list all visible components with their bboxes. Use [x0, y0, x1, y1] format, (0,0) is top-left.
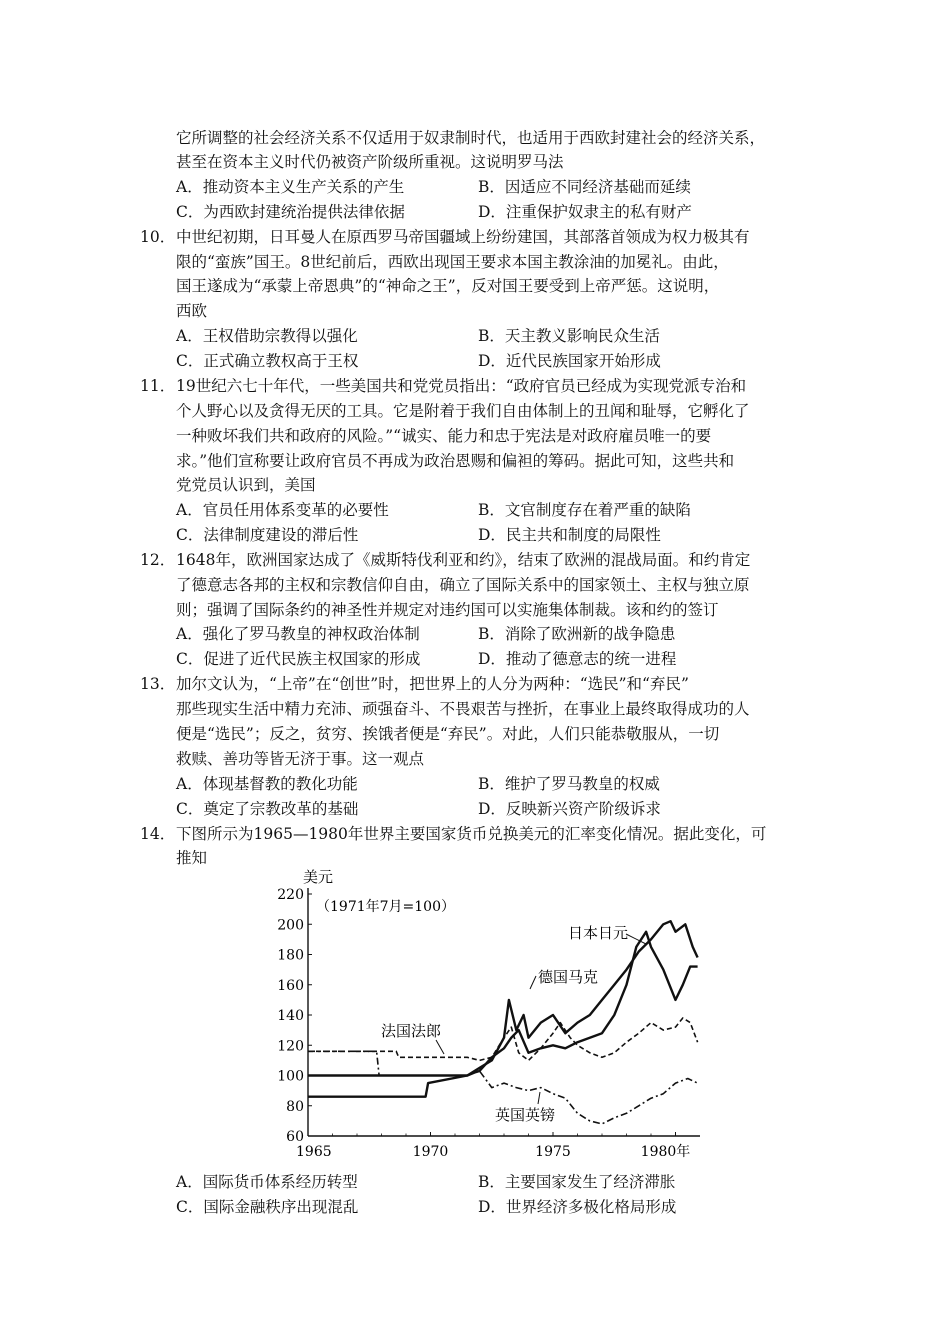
- leader-line: [436, 1040, 444, 1054]
- question-number: 13．: [140, 675, 176, 693]
- option-d[interactable]: D．民主共和制度的局限性: [478, 526, 661, 544]
- question-12-line-2: 了德意志各邦的主权和宗教信仰自由，确立了国际关系中的国家领土、主权与独立原: [176, 576, 750, 594]
- exchange-rate-chart: [268, 864, 718, 1164]
- option-a[interactable]: A．王权借助宗教得以强化: [176, 327, 358, 345]
- x-tick-label: 1980年: [640, 1144, 691, 1160]
- question-11-line-2: 个人野心以及贪得无厌的工具。它是附着于我们自由体制上的丑闻和耻辱，它孵化了: [176, 402, 750, 420]
- series-label-dem: 德国马克: [538, 968, 599, 986]
- x-tick-label: 1970: [412, 1144, 449, 1160]
- option-a[interactable]: A．官员任用体系变革的必要性: [176, 501, 389, 519]
- option-c[interactable]: C．正式确立教权高于王权: [176, 352, 359, 370]
- question-14-line-2: 推知: [176, 849, 208, 867]
- option-b[interactable]: B．文官制度存在着严重的缺陷: [478, 501, 691, 519]
- continuation-line-2: 甚至在资本主义时代仍被资产阶级所重视。这说明罗马法: [176, 153, 564, 171]
- question-number: 14．: [140, 825, 176, 843]
- option-c[interactable]: C．促进了近代民族主权国家的形成: [176, 650, 421, 668]
- leader-line: [530, 976, 536, 989]
- option-a[interactable]: A．强化了罗马教皇的神权政治体制: [176, 625, 420, 643]
- leader-line: [538, 1092, 540, 1104]
- question-12-line-1: 1648年，欧洲国家达成了《威斯特伐利亚和约》，结束了欧洲的混战局面。和约肯定: [176, 551, 751, 569]
- question-13-line-1: 加尔文认为，“上帝”在“创世”时，把世界上的人分为两种：“选民”和“弃民”: [176, 675, 689, 693]
- option-c[interactable]: C．国际金融秩序出现混乱: [176, 1198, 359, 1216]
- option-d[interactable]: D．世界经济多极化格局形成: [478, 1198, 677, 1216]
- y-tick-label: 140: [277, 1008, 304, 1024]
- x-tick-label: 1975: [535, 1144, 571, 1160]
- question-10-line-3: 国王遂成为“承蒙上帝恩典”的“神命之王”，反对国王要受到上帝严惩。这说明，: [176, 277, 720, 295]
- continuation-line-1: 它所调整的社会经济关系不仅适用于奴隶制时代，也适用于西欧封建社会的经济关系，: [176, 129, 766, 147]
- y-tick-label: 180: [277, 947, 304, 964]
- option-c[interactable]: C．法律制度建设的滞后性: [176, 526, 359, 544]
- series-line-dem: [308, 921, 698, 1096]
- series-label-gbp: 英国英镑: [495, 1106, 556, 1124]
- option-d[interactable]: D．反映新兴资产阶级诉求: [478, 800, 661, 818]
- option-a[interactable]: A．推动资本主义生产关系的产生: [176, 178, 405, 196]
- y-tick-label: 200: [277, 917, 304, 934]
- y-tick-label: 160: [277, 977, 304, 994]
- option-d[interactable]: D．近代民族国家开始形成: [478, 352, 661, 370]
- question-number: 12．: [140, 551, 176, 569]
- chart-base-note: （1971年7月=100）: [316, 899, 455, 915]
- option-b[interactable]: B．天主教义影响民众生活: [478, 327, 660, 345]
- question-11-line-1: 19世纪六七十年代，一些美国共和党党员指出：“政府官员已经成为实现党派专治和: [176, 377, 747, 395]
- question-number: 11．: [140, 377, 176, 395]
- option-c[interactable]: C．为西欧封建统治提供法律依据: [176, 203, 405, 221]
- question-10-line-2: 限的“蛮族”国王。8世纪前后，西欧出现国王要求本国主教涂油的加冕礼。由此，: [176, 253, 729, 271]
- question-13-line-3: 便是“选民”；反之，贫穷、挨饿者便是“弃民”。对此，人们只能恭敬服从，一切: [176, 725, 720, 743]
- question-10-line-4: 西欧: [176, 302, 208, 320]
- x-tick-label: 1965: [296, 1144, 332, 1160]
- option-b[interactable]: B．维护了罗马教皇的权威: [478, 775, 660, 793]
- exchange-rate-chart-svg: [268, 864, 718, 1164]
- option-c[interactable]: C．奠定了宗教改革的基础: [176, 800, 359, 818]
- y-tick-label: 100: [277, 1068, 304, 1085]
- option-a[interactable]: A．国际货币体系经历转型: [176, 1173, 358, 1191]
- y-axis-label: 美元: [303, 868, 334, 886]
- question-11-line-3: 一种败坏我们共和政府的风险。”“诚实、能力和忠于宪法是对政府雇员唯一的要: [176, 427, 712, 445]
- question-10-line-1: 中世纪初期，日耳曼人在原西罗马帝国疆域上纷纷建国，其部落首领成为权力极其有: [176, 228, 750, 246]
- question-12-line-3: 则；强调了国际条约的神圣性并规定对违约国可以实施集体制裁。该和约的签订: [176, 601, 719, 619]
- question-11-line-4: 求。”他们宣称要让政府官员不再成为政治恩赐和偏袒的筹码。据此可知，这些共和: [176, 452, 735, 470]
- series-label-frf: 法国法郎: [381, 1022, 442, 1040]
- y-tick-label: 80: [286, 1098, 304, 1115]
- y-tick-label: 60: [286, 1129, 304, 1145]
- option-a[interactable]: A．体现基督教的教化功能: [176, 775, 358, 793]
- series-label-jpy: 日本日元: [568, 924, 629, 942]
- question-13-line-2: 那些现实生活中精力充沛、顽强奋斗、不畏艰苦与挫折，在事业上最终取得成功的人: [176, 700, 750, 718]
- question-11-line-5: 党党员认识到，美国: [176, 476, 316, 494]
- y-tick-label: 120: [277, 1038, 304, 1055]
- series-line-jpy: [308, 932, 698, 1076]
- y-tick-label: 220: [277, 887, 304, 903]
- question-number: 10．: [140, 228, 176, 246]
- option-b[interactable]: B．主要国家发生了经济滞胀: [478, 1173, 676, 1191]
- option-d[interactable]: D．推动了德意志的统一进程: [478, 650, 677, 668]
- series-line-frf: [308, 1018, 698, 1060]
- question-13-line-4: 救赎、善功等皆无济于事。这一观点: [176, 750, 425, 768]
- question-14-line-1: 下图所示为1965—1980年世界主要国家货币兑换美元的汇率变化情况。据此变化，可: [176, 825, 767, 843]
- option-b[interactable]: B．消除了欧洲新的战争隐患: [478, 625, 676, 643]
- option-b[interactable]: B．因适应不同经济基础而延续: [478, 178, 691, 196]
- option-d[interactable]: D．注重保护奴隶主的私有财产: [478, 203, 692, 221]
